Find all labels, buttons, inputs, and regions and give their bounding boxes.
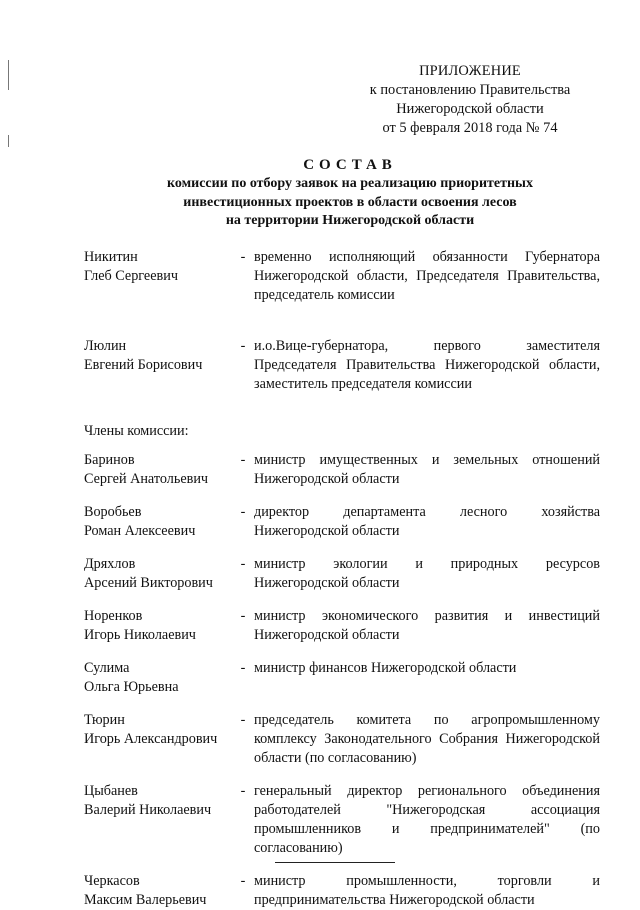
member-given-names: Игорь Николаевич xyxy=(84,627,196,643)
member-role: министр имущественных и земельных отношений Нижегородской области xyxy=(254,452,600,487)
member-name xyxy=(84,782,232,858)
member-role: генеральный директор регионального объединения работодателей "Нижегородская ассоциация промышленников и предпринимателей" (по согласованию) xyxy=(254,783,600,856)
members-label: Члены комиссии: xyxy=(84,423,189,439)
member-surname: Цыбанев xyxy=(84,783,138,799)
member-role: и.о.Вице-губернатора, первого заместителя Председателя Правительства Нижегородской области, заместитель председателя комиссии xyxy=(254,338,600,392)
dash-separator: - xyxy=(240,249,246,265)
document-title xyxy=(90,155,610,231)
title-line: инвестиционных проектов в области освоения лесов xyxy=(183,194,517,210)
title-line: на территории Нижегородской области xyxy=(225,213,475,228)
dash-separator: - xyxy=(240,660,246,676)
member-role: министр экономического развития и инвестиций Нижегородской области xyxy=(254,608,600,643)
member-surname: Люлин xyxy=(84,338,127,354)
member-given-names: Ольга Юрьевна xyxy=(84,679,179,695)
member-given-names: Роман Алексеевич xyxy=(84,523,196,539)
margin-mark xyxy=(8,60,9,90)
member-name xyxy=(84,607,232,645)
margin-mark xyxy=(8,135,9,147)
member-role: министр экологии и природных ресурсов Нижегородской области xyxy=(254,556,600,591)
member-surname: Сулима xyxy=(84,660,130,676)
appendix-line: от 5 февраля 2018 года № 74 xyxy=(382,120,558,136)
member-name xyxy=(84,872,232,910)
appendix-line: Нижегородской области xyxy=(396,101,544,117)
dash-separator: - xyxy=(240,504,246,520)
member-given-names: Игорь Александрович xyxy=(84,731,218,747)
member-name xyxy=(84,555,232,593)
member-given-names: Максим Валерьевич xyxy=(84,892,207,908)
member-surname: Тюрин xyxy=(84,712,125,728)
title-line: комиссии по отбору заявок на реализацию приоритетных xyxy=(167,176,533,191)
member-row xyxy=(84,248,600,305)
member-given-names: Сергей Анатольевич xyxy=(84,471,209,487)
member-row xyxy=(84,555,600,593)
member-row xyxy=(84,711,600,768)
member-row xyxy=(84,872,600,910)
appendix-block xyxy=(355,62,585,138)
member-role: председатель комитета по агропромышленному комплексу Законодательного Собрания Нижегородской области (по согласованию) xyxy=(254,712,600,766)
dash-separator: - xyxy=(240,608,246,624)
dash-separator: - xyxy=(240,452,246,468)
dash-separator: - xyxy=(240,338,246,354)
member-surname: Черкасов xyxy=(84,873,140,889)
dash-separator: - xyxy=(240,873,246,889)
member-surname: Воробьев xyxy=(84,504,142,520)
member-name xyxy=(84,711,232,768)
commission-list xyxy=(84,248,600,910)
member-role: временно исполняющий обязанности Губернатора Нижегородской области, Председателя Правительства, председатель комиссии xyxy=(254,249,600,303)
dash-separator: - xyxy=(240,783,246,799)
member-row xyxy=(84,607,600,645)
member-row xyxy=(84,659,600,697)
member-surname: Норенков xyxy=(84,608,143,624)
closing-rule xyxy=(275,862,395,863)
dash-separator: - xyxy=(240,556,246,572)
member-name xyxy=(84,503,232,541)
member-name xyxy=(84,659,232,697)
member-given-names: Арсений Викторович xyxy=(84,575,213,591)
member-name xyxy=(84,451,232,489)
appendix-heading: ПРИЛОЖЕНИЕ xyxy=(419,63,521,79)
member-row xyxy=(84,782,600,858)
member-given-names: Валерий Николаевич xyxy=(84,802,212,818)
member-row xyxy=(84,337,600,394)
member-role: министр промышленности, торговли и предпринимательства Нижегородской области xyxy=(254,873,600,908)
member-surname: Дряхлов xyxy=(84,556,136,572)
member-name xyxy=(84,248,232,305)
member-row xyxy=(84,503,600,541)
member-surname: Никитин xyxy=(84,249,138,265)
member-role: министр финансов Нижегородской области xyxy=(254,660,517,676)
dash-separator: - xyxy=(240,712,246,728)
appendix-line: к постановлению Правительства xyxy=(369,82,571,98)
member-given-names: Глеб Сергеевич xyxy=(84,268,178,284)
member-surname: Баринов xyxy=(84,452,135,468)
member-role: директор департамента лесного хозяйства Нижегородской области xyxy=(254,504,600,539)
member-given-names: Евгений Борисович xyxy=(84,357,203,373)
member-row xyxy=(84,451,600,489)
title-main: СОСТАВ xyxy=(303,157,397,173)
member-name xyxy=(84,337,232,394)
